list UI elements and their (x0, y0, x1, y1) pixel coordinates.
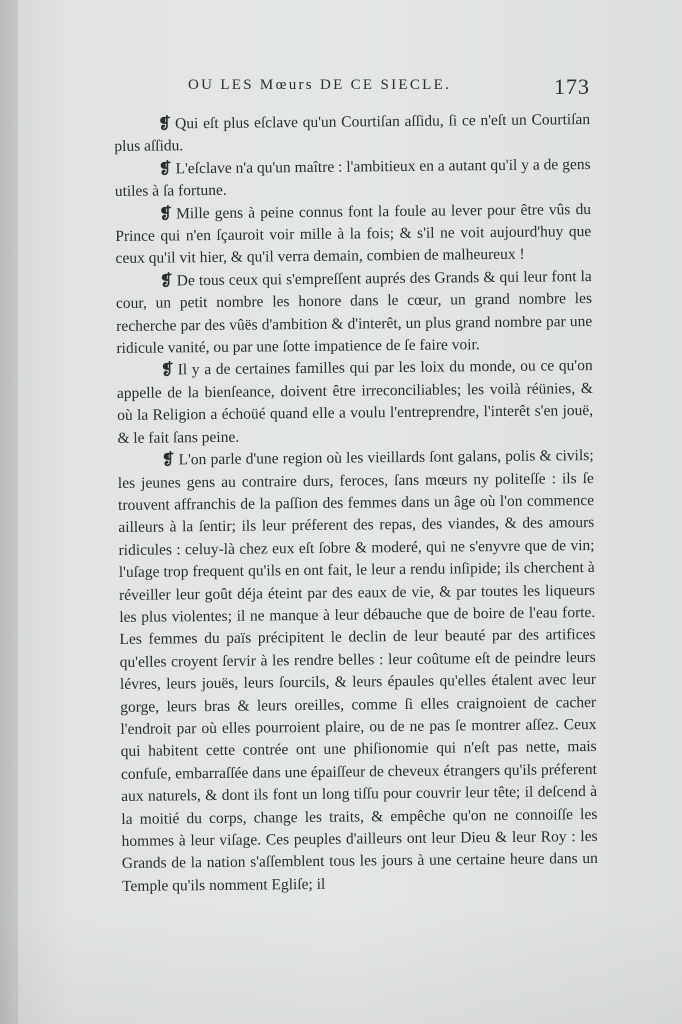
paragraph-marker: ❡ (158, 115, 172, 133)
page-header (188, 74, 678, 106)
paragraph (114, 109, 590, 159)
paragraph (114, 154, 590, 204)
paragraph (116, 266, 593, 361)
paragraph (115, 199, 592, 271)
paragraph (118, 445, 599, 898)
paragraph-marker: ❡ (158, 205, 173, 223)
paragraph-marker: ❡ (160, 361, 174, 379)
paragraph-text: Qui eſt plus eſclave qu'un Courtiſan aſſidu, ſi ce n'eſt un Courtiſan plus aſſidu. (114, 111, 591, 156)
book-page (18, 0, 682, 1024)
paragraph-marker: ❡ (158, 160, 172, 178)
paragraph-text: L'on parle d'une region où les vieillards ſont galans, polis & civils; les jeunes gens au contraire durs, feroces, ſans mœurs ny politeſſe : ils ſe trouvent affranchis de la paſſion des femmes dans un âge où l'on commence ailleurs à la ſentir; ils leur préferent des repas, des viandes, & des amours ridicules : celuy-là chez eux eſt ſobre & moderé, qui ne s'enyvre que de vin; l'uſage trop frequent qu'ils en ont fait, le leur a rendu inſipide; ils cherchent à réveiller leur goût déja éteint par des eaux de vie, & par toutes les liqueurs les plus violentes; il ne manque à leur débauche que de boire de l'eau forte. Les femmes du païs précipitent le declin de leur beauté par des artifices qu'elles croyent ſervir à les rendre belles : leur coûtume eſt de peindre leurs lévres, leurs jouës, leurs ſourcils, & leurs épaules qu'elles étalent avec leur gorge, leurs bras & leurs oreilles, comme ſi elles craignoient de cacher l'endroit par où elles pourroient plaire, ou de ne pas ſe montrer aſſez. Ceux qui habitent cette contrée ont une phiſionomie qui n'eſt pas nette, mais confuſe, embarraſſée dans une épaiſſeur de cheveux étrangers qu'ils préferent aux naturels, & dont ils font un long tiſſu pour couvrir leur tête; il deſcend à la moitié du corps, change les traits, & empêche qu'on ne connoiſſe les hommes à leur viſage. Ces peuples d'ailleurs ont leur Dieu & leur Roy : les Grands de la nation s'aſſemblent tous les jours à une certaine heure dans un Temple qu'ils nomment Egliſe; il (117, 447, 598, 895)
page-number: 173 (554, 74, 590, 99)
paragraph-text: Il y a de certaines familles qui par les loix du monde, ou ce qu'on appelle de la bienſeance, doivent être irreconciliables; les voilà réünies, & où la Religion a échoüé quand elle a voulu l'entreprendre, l'interêt s'en jouë, & le fait ſans peine. (116, 357, 594, 447)
page-binding-edge (0, 0, 18, 1024)
paragraph-marker: ❡ (161, 451, 175, 469)
paragraph-text: Mille gens à peine connus font la foule au lever pour être vûs du Prince qui n'en ſçauroit voir mille à la fois; & s'il ne voit aujourd'huy que ceux qu'il vit hier, & qu'il verra demain, combien de malheureux ! (115, 200, 592, 268)
body-text (114, 109, 599, 974)
paragraph-text: L'eſclave n'a qu'un maître : l'ambitieux en a autant qu'il y a de gens utiles à ſa fortune. (114, 155, 591, 201)
paragraph (117, 355, 594, 450)
paragraph-marker: ❡ (159, 272, 173, 290)
running-title: OU LES Mœurs DE CE SIECLE. (188, 77, 452, 93)
paragraph-text: De tous ceux qui s'empreſſent auprés des Grands & qui leur font la cour, un petit nombre les honore dans le cœur, un grand nombre les recherche par des vûës d'ambition & d'interêt, un plus grand nombre par une ridicule vanité, ou par une ſotte impatience de ſe faire voir. (115, 267, 593, 358)
